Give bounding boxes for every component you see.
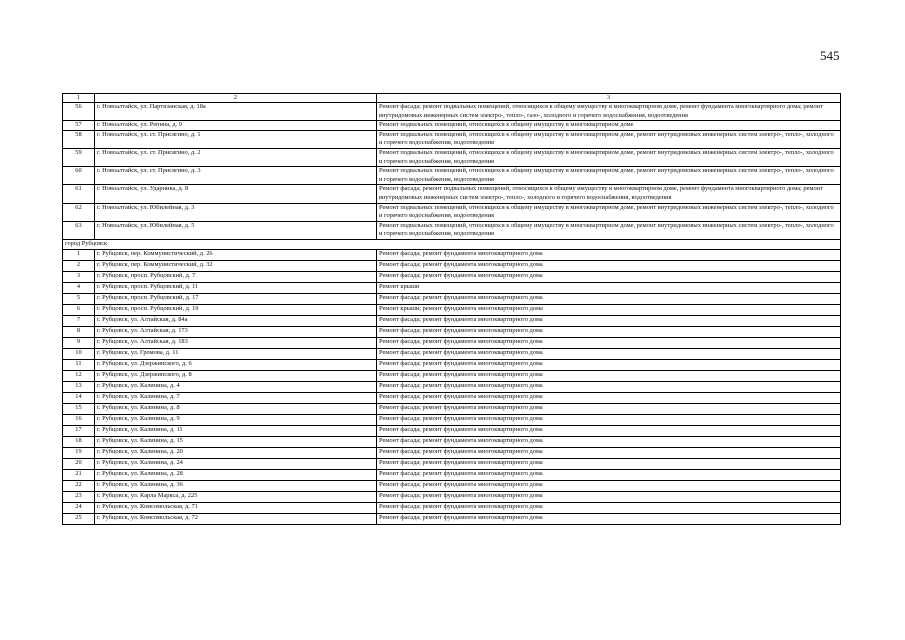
row-number: 61 <box>63 185 95 203</box>
row-number: 20 <box>63 458 95 469</box>
row-number: 24 <box>63 502 95 513</box>
row-number: 21 <box>63 469 95 480</box>
row-works: Ремонт фасада; ремонт фундамента многоквартирного дома <box>377 326 841 337</box>
row-works: Ремонт фасада; ремонт подвальных помещений, относящихся к общему имуществу в многоквартирном доме, ремонт фундамента многоквартирного дома; ремонт внутридомовых инженерных систем электро-, тепло-, холодного и горячего водоснабжения, водоотведения <box>377 185 841 203</box>
row-address: г. Рубцовск, ул. Комсомольская, д. 72 <box>95 513 377 524</box>
table-row <box>63 403 841 414</box>
row-works: Ремонт фасада; ремонт фундамента многоквартирного дома <box>377 381 841 392</box>
table-row <box>63 148 841 166</box>
row-address: г. Рубцовск, просп. Рубцовский, д. 7 <box>95 271 377 282</box>
table-row <box>63 337 841 348</box>
table-body <box>63 94 841 525</box>
row-works: Ремонт фасада; ремонт фундамента многоквартирного дома <box>377 315 841 326</box>
table-row <box>63 121 841 131</box>
row-number: 4 <box>63 282 95 293</box>
row-works: Ремонт фасада; ремонт фундамента многоквартирного дома <box>377 425 841 436</box>
row-address: г. Рубцовск, ул. Дзержинского, д. 8 <box>95 370 377 381</box>
row-number: 63 <box>63 221 95 239</box>
row-address: г. Новоалтайск, ул. Ударника, д. 8 <box>95 185 377 203</box>
row-works: Ремонт фасада; ремонт фундамента многоквартирного дома <box>377 447 841 458</box>
row-works: Ремонт фасада; ремонт фундамента многоквартирного дома <box>377 458 841 469</box>
row-number: 3 <box>63 271 95 282</box>
row-works: Ремонт фасада; ремонт фундамента многоквартирного дома <box>377 370 841 381</box>
row-address: г. Рубцовск, ул. Карла Маркса, д. 225 <box>95 491 377 502</box>
row-number: 2 <box>63 260 95 271</box>
row-address: г. Рубцовск, пер. Коммунистический, д. 26 <box>95 249 377 260</box>
table-row <box>63 203 841 221</box>
table-row <box>63 271 841 282</box>
row-works: Ремонт фасада; ремонт фундамента многоквартирного дома <box>377 513 841 524</box>
table-row <box>63 458 841 469</box>
row-address: г. Рубцовск, ул. Комсомольская, д. 71 <box>95 502 377 513</box>
row-works: Ремонт фасада; ремонт фундамента многоквартирного дома <box>377 392 841 403</box>
header-col-number: 1 <box>63 94 95 103</box>
row-works: Ремонт фасада; ремонт фундамента многоквартирного дома <box>377 260 841 271</box>
row-address: г. Рубцовск, ул. Калинина, д. 7 <box>95 392 377 403</box>
row-number: 13 <box>63 381 95 392</box>
row-number: 7 <box>63 315 95 326</box>
row-works: Ремонт фасада; ремонт подвальных помещений, относящихся к общему имуществу в многоквартирном доме, ремонт фундамента многоквартирного дома; ремонт внутридомовых инженерных систем электро-, тепло-, газо-, холодного и горячего водоснабжения, водоотведения <box>377 103 841 121</box>
row-works: Ремонт подвальных помещений, относящихся к общему имуществу в многоквартирном доме, ремонт внутридомовых инженерных систем электро-, тепло-, холодного и горячего водоснабжения, водоотведения <box>377 167 841 185</box>
table-row <box>63 130 841 148</box>
repair-table <box>62 93 841 525</box>
row-address: г. Новоалтайск, ул. ст. Присягино, д. 2 <box>95 148 377 166</box>
row-works: Ремонт фасада; ремонт фундамента многоквартирного дома <box>377 480 841 491</box>
row-number: 1 <box>63 249 95 260</box>
table-row <box>63 414 841 425</box>
section-row <box>63 239 841 249</box>
row-works: Ремонт фасада; ремонт фундамента многоквартирного дома <box>377 359 841 370</box>
row-address: г. Рубцовск, ул. Калинина, д. 11 <box>95 425 377 436</box>
row-number: 23 <box>63 491 95 502</box>
row-address: г. Новоалтайск, ул. Юбилейная, д. 5 <box>95 221 377 239</box>
table-row <box>63 392 841 403</box>
row-works: Ремонт подвальных помещений, относящихся к общему имуществу в многоквартирном доме <box>377 121 841 131</box>
row-address: г. Рубцовск, ул. Калинина, д. 9 <box>95 414 377 425</box>
row-works: Ремонт крыши; ремонт фундамента многоквартирного дома <box>377 304 841 315</box>
row-works: Ремонт фасада; ремонт фундамента многоквартирного дома <box>377 436 841 447</box>
row-works: Ремонт подвальных помещений, относящихся к общему имуществу в многоквартирном доме, ремонт внутридомовых инженерных систем электро-, тепло-, холодного и горячего водоснабжения, водоотведения <box>377 130 841 148</box>
table-row <box>63 103 841 121</box>
row-number: 11 <box>63 359 95 370</box>
table-row <box>63 381 841 392</box>
row-address: г. Рубцовск, ул. Громова, д. 11 <box>95 348 377 359</box>
row-address: г. Рубцовск, ул. Дзержинского, д. 6 <box>95 359 377 370</box>
table-row <box>63 469 841 480</box>
row-number: 8 <box>63 326 95 337</box>
row-works: Ремонт фасада; ремонт фундамента многоквартирного дома <box>377 502 841 513</box>
row-address: г. Рубцовск, ул. Алтайская, д. 84а <box>95 315 377 326</box>
table-row <box>63 282 841 293</box>
row-address: г. Рубцовск, ул. Калинина, д. 15 <box>95 436 377 447</box>
row-address: г. Новоалтайск, ул. ст. Присягино, д. 1 <box>95 130 377 148</box>
row-works: Ремонт фасада; ремонт фундамента многоквартирного дома <box>377 491 841 502</box>
table-row <box>63 436 841 447</box>
row-works: Ремонт подвальных помещений, относящихся к общему имуществу в многоквартирном доме, ремонт внутридомовых инженерных систем электро-, тепло-, холодного и горячего водоснабжения, водоотведения <box>377 148 841 166</box>
table-row <box>63 425 841 436</box>
table-row <box>63 502 841 513</box>
table-row <box>63 249 841 260</box>
header-col-address: 2 <box>95 94 377 103</box>
table-row <box>63 304 841 315</box>
row-address: г. Рубцовск, ул. Калинина, д. 20 <box>95 447 377 458</box>
row-number: 6 <box>63 304 95 315</box>
row-number: 10 <box>63 348 95 359</box>
table-row <box>63 359 841 370</box>
row-number: 56 <box>63 103 95 121</box>
table-row <box>63 480 841 491</box>
row-number: 62 <box>63 203 95 221</box>
row-works: Ремонт фасада; ремонт фундамента многоквартирного дома <box>377 414 841 425</box>
row-number: 18 <box>63 436 95 447</box>
table-row <box>63 370 841 381</box>
row-address: г. Рубцовск, просп. Рубцовский, д. 17 <box>95 293 377 304</box>
row-address: г. Рубцовск, ул. Калинина, д. 28 <box>95 469 377 480</box>
row-address: г. Новоалтайск, ул. Партизанская, д. 18а <box>95 103 377 121</box>
row-works: Ремонт крыши <box>377 282 841 293</box>
row-number: 22 <box>63 480 95 491</box>
row-number: 58 <box>63 130 95 148</box>
row-address: г. Новоалтайск, ул. ст. Присягино, д. 3 <box>95 167 377 185</box>
table-row <box>63 326 841 337</box>
table-row <box>63 167 841 185</box>
row-number: 57 <box>63 121 95 131</box>
table-row <box>63 185 841 203</box>
row-number: 9 <box>63 337 95 348</box>
row-number: 12 <box>63 370 95 381</box>
table-row <box>63 260 841 271</box>
row-works: Ремонт фасада; ремонт фундамента многоквартирного дома <box>377 469 841 480</box>
row-works: Ремонт фасада; ремонт фундамента многоквартирного дома <box>377 271 841 282</box>
row-address: г. Рубцовск, ул. Калинина, д. 36 <box>95 480 377 491</box>
row-address: г. Новоалтайск, ул. Юбилейная, д. 3 <box>95 203 377 221</box>
table-row <box>63 348 841 359</box>
row-address: г. Рубцовск, просп. Рубцовский, д. 19 <box>95 304 377 315</box>
row-number: 25 <box>63 513 95 524</box>
row-address: г. Рубцовск, просп. Рубцовский, д. 11 <box>95 282 377 293</box>
table-row <box>63 513 841 524</box>
row-number: 60 <box>63 167 95 185</box>
row-works: Ремонт фасада; ремонт фундамента многоквартирного дома <box>377 249 841 260</box>
page-number: 545 <box>820 48 840 63</box>
row-address: г. Рубцовск, ул. Калинина, д. 4 <box>95 381 377 392</box>
row-works: Ремонт подвальных помещений, относящихся к общему имуществу в многоквартирном доме, ремонт внутридомовых инженерных систем электро-, тепло-, холодного и горячего водоснабжения, водоотведения <box>377 221 841 239</box>
table-row <box>63 491 841 502</box>
row-address: г. Рубцовск, ул. Алтайская, д. 173 <box>95 326 377 337</box>
row-address: г. Рубцовск, ул. Алтайская, д. 183 <box>95 337 377 348</box>
row-number: 14 <box>63 392 95 403</box>
row-number: 16 <box>63 414 95 425</box>
row-works: Ремонт фасада; ремонт фундамента многоквартирного дома <box>377 403 841 414</box>
header-row <box>63 94 841 103</box>
section-title: город Рубцовск <box>63 239 841 249</box>
header-col-works: 3 <box>377 94 841 103</box>
row-address: г. Новоалтайск, ул. Репина, д. 9 <box>95 121 377 131</box>
table-row <box>63 315 841 326</box>
table-row <box>63 447 841 458</box>
row-number: 17 <box>63 425 95 436</box>
row-number: 59 <box>63 148 95 166</box>
row-address: г. Рубцовск, ул. Калинина, д. 8 <box>95 403 377 414</box>
row-address: г. Рубцовск, пер. Коммунистический, д. 32 <box>95 260 377 271</box>
row-works: Ремонт подвальных помещений, относящихся к общему имуществу в многоквартирном доме, ремонт внутридомовых инженерных систем электро-, тепло-, холодного и горячего водоснабжения, водоотведения <box>377 203 841 221</box>
row-number: 19 <box>63 447 95 458</box>
table-row <box>63 293 841 304</box>
table-row <box>63 221 841 239</box>
row-number: 15 <box>63 403 95 414</box>
row-number: 5 <box>63 293 95 304</box>
row-works: Ремонт фасада; ремонт фундамента многоквартирного дома <box>377 348 841 359</box>
row-works: Ремонт фасада; ремонт фундамента многоквартирного дома <box>377 293 841 304</box>
row-address: г. Рубцовск, ул. Калинина, д. 24 <box>95 458 377 469</box>
row-works: Ремонт фасада; ремонт фундамента многоквартирного дома <box>377 337 841 348</box>
